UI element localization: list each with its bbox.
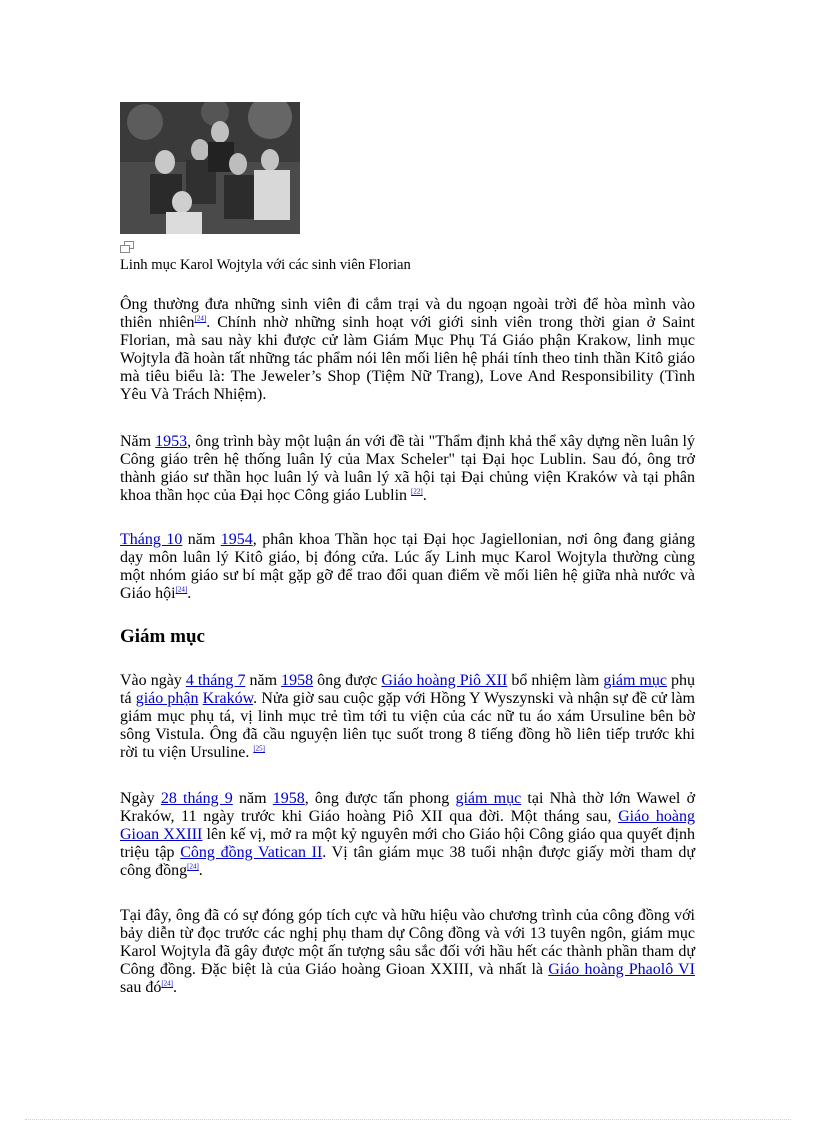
reference-link[interactable]: [24] <box>187 862 199 871</box>
reference-link[interactable]: [24] <box>175 585 188 594</box>
text: ông được <box>313 672 382 689</box>
text: sau đó <box>120 979 162 996</box>
text: . Chính nhờ những sinh hoạt với giới sinh viên trong thời gian ở Saint Florian, mà sau này khi được cử làm Giám Mục Phụ Tá Giáo phận Krakow, linh mục Wojtyla đã hoàn tất những tác phẩm nói lên mối liên hệ phái tính theo tinh thần Kitô giáo mà tiêu biểu là: The Jeweler’s Shop (Tiệm Nữ Trang), Love And Responsibility (Tình Yêu Và Trách Nhiệm). <box>120 314 695 403</box>
text: lên kế vị, mở ra một kỷ nguyên mới cho Giáo hội Công giáo qua quyết định triệu tập <box>120 826 696 861</box>
paragraph-6 <box>120 907 695 997</box>
link-krakow[interactable]: Kraków <box>202 690 254 707</box>
photo-illustration <box>120 102 300 234</box>
reference[interactable] <box>161 980 173 988</box>
reference[interactable] <box>253 745 265 753</box>
reference[interactable] <box>187 863 199 871</box>
text: Năm <box>120 433 156 450</box>
link-pope-john-xxiii[interactable]: Giáo hoàng Gioan XXIII <box>120 808 695 843</box>
link-diocese[interactable]: giáo phận <box>135 690 199 707</box>
link-pope-pius-xii[interactable]: Giáo hoàng Piô XII <box>381 672 508 689</box>
text: . <box>187 585 192 602</box>
link-1953[interactable]: 1953 <box>155 433 188 450</box>
reference-link[interactable]: [22] <box>411 487 423 496</box>
text: năm <box>232 790 273 807</box>
text: . Nửa giờ sau cuộc gặp với Hồng Y Wyszynski và nhận sự đề cử làm giám mục phụ tá, vị linh mục trẻ tìm tới tu viện của các nữ tu áo xám Ursuline bên bờ sông Vistula. Ông đã cầu nguyện liên tục suốt trong 8 tiếng đồng hồ liên tiếp trước khi rời tu viện Ursuline. <box>120 690 696 761</box>
reference-link[interactable]: [24] <box>194 314 207 323</box>
text: . <box>422 487 427 504</box>
text: bổ nhiệm làm <box>507 672 604 689</box>
link-year[interactable]: 1958 <box>272 790 305 807</box>
link-bishop[interactable]: giám mục <box>603 672 667 689</box>
link-bishop[interactable]: giám mục <box>455 790 522 807</box>
text: , ông trình bày một luận án với đề tài "Thẩm định khả thể xây dựng nền luân lý Công giáo trên hệ thống luân lý của Max Scheler" tại Đại học Lublin. Sau đó, ông trở thành giáo sư thần học luân lý và luân lý xã hội tại Đại chủng viện Kraków và tại phân khoa thần học của Đại học Công giáo Lublin <box>120 433 695 504</box>
text: năm <box>182 531 221 548</box>
text: , phân khoa Thần học tại Đại học Jagiellonian, nơi ông đang giảng dạy môn luân lý Kitô giáo, bị đóng cửa. Lúc ấy Linh mục Karol Wojtyla thường cùng một nhóm giáo sư bí mật gặp gỡ để trao đổi quan điểm về mối liên hệ giữa nhà nước và Giáo hội <box>120 531 696 602</box>
text: . <box>173 979 177 996</box>
paragraph-2 <box>120 433 695 505</box>
reference[interactable] <box>411 488 423 496</box>
link-1954[interactable]: 1954 <box>220 531 253 548</box>
text: . Vị tân giám mục 38 tuổi nhận được giấy mời tham dự công đồng <box>120 844 696 879</box>
section-heading: Giám mục <box>120 626 205 647</box>
reference[interactable] <box>176 586 188 594</box>
reference-link[interactable]: [24] <box>161 979 173 988</box>
enlarge-icon[interactable] <box>120 241 134 253</box>
link-thang-10[interactable]: Tháng 10 <box>120 531 183 548</box>
paragraph-5 <box>120 790 695 880</box>
text: Vào ngày <box>120 672 186 689</box>
link-year[interactable]: 1958 <box>281 672 314 689</box>
text: Ông thường đưa những sinh viên đi cắm trại và du ngoạn ngoài trời để hòa mình vào thiên nhiên <box>120 296 695 331</box>
link-date[interactable]: 28 tháng 9 <box>160 790 233 807</box>
paragraph-4 <box>120 672 695 762</box>
link-date[interactable]: 4 tháng 7 <box>185 672 246 689</box>
text: phụ tá <box>120 672 696 707</box>
text: Ngày <box>120 790 161 807</box>
reference[interactable] <box>195 315 207 323</box>
text: , ông được tấn phong <box>304 790 456 807</box>
text: tại Nhà thờ lớn Wawel ở Kraków, 11 ngày trước khi Giáo hoàng Piô XII qua đời. Một tháng sau, <box>120 790 696 825</box>
page-bottom-divider <box>25 1119 791 1120</box>
link-pope-paul-vi[interactable]: Giáo hoàng Phaolô VI <box>548 961 696 978</box>
paragraph-3 <box>120 531 695 603</box>
photo-caption: Linh mục Karol Wojtyla với các sinh viên Florian <box>120 257 411 273</box>
photo-priest-with-students <box>120 102 300 234</box>
link-vatican-ii[interactable]: Công đồng Vatican II <box>180 844 323 861</box>
text: . <box>198 862 203 879</box>
reference-link[interactable]: [25] <box>253 744 265 753</box>
paragraph-1 <box>120 296 695 404</box>
text: Tại đây, ông đã có sự đóng góp tích cực và hữu hiệu vào chương trình của công đồng với bảy diễn từ đọc trước các nghị phụ tham dự Công đồng và với 13 tuyên ngôn, giám mục Karol Wojtyla đã gây được một ấn tượng sâu sắc đối với hầu hết các thành phần tham dự Công đồng. Đặc biệt là của Giáo hoàng Gioan XXIII, và nhất là <box>120 907 695 978</box>
text: năm <box>245 672 282 689</box>
